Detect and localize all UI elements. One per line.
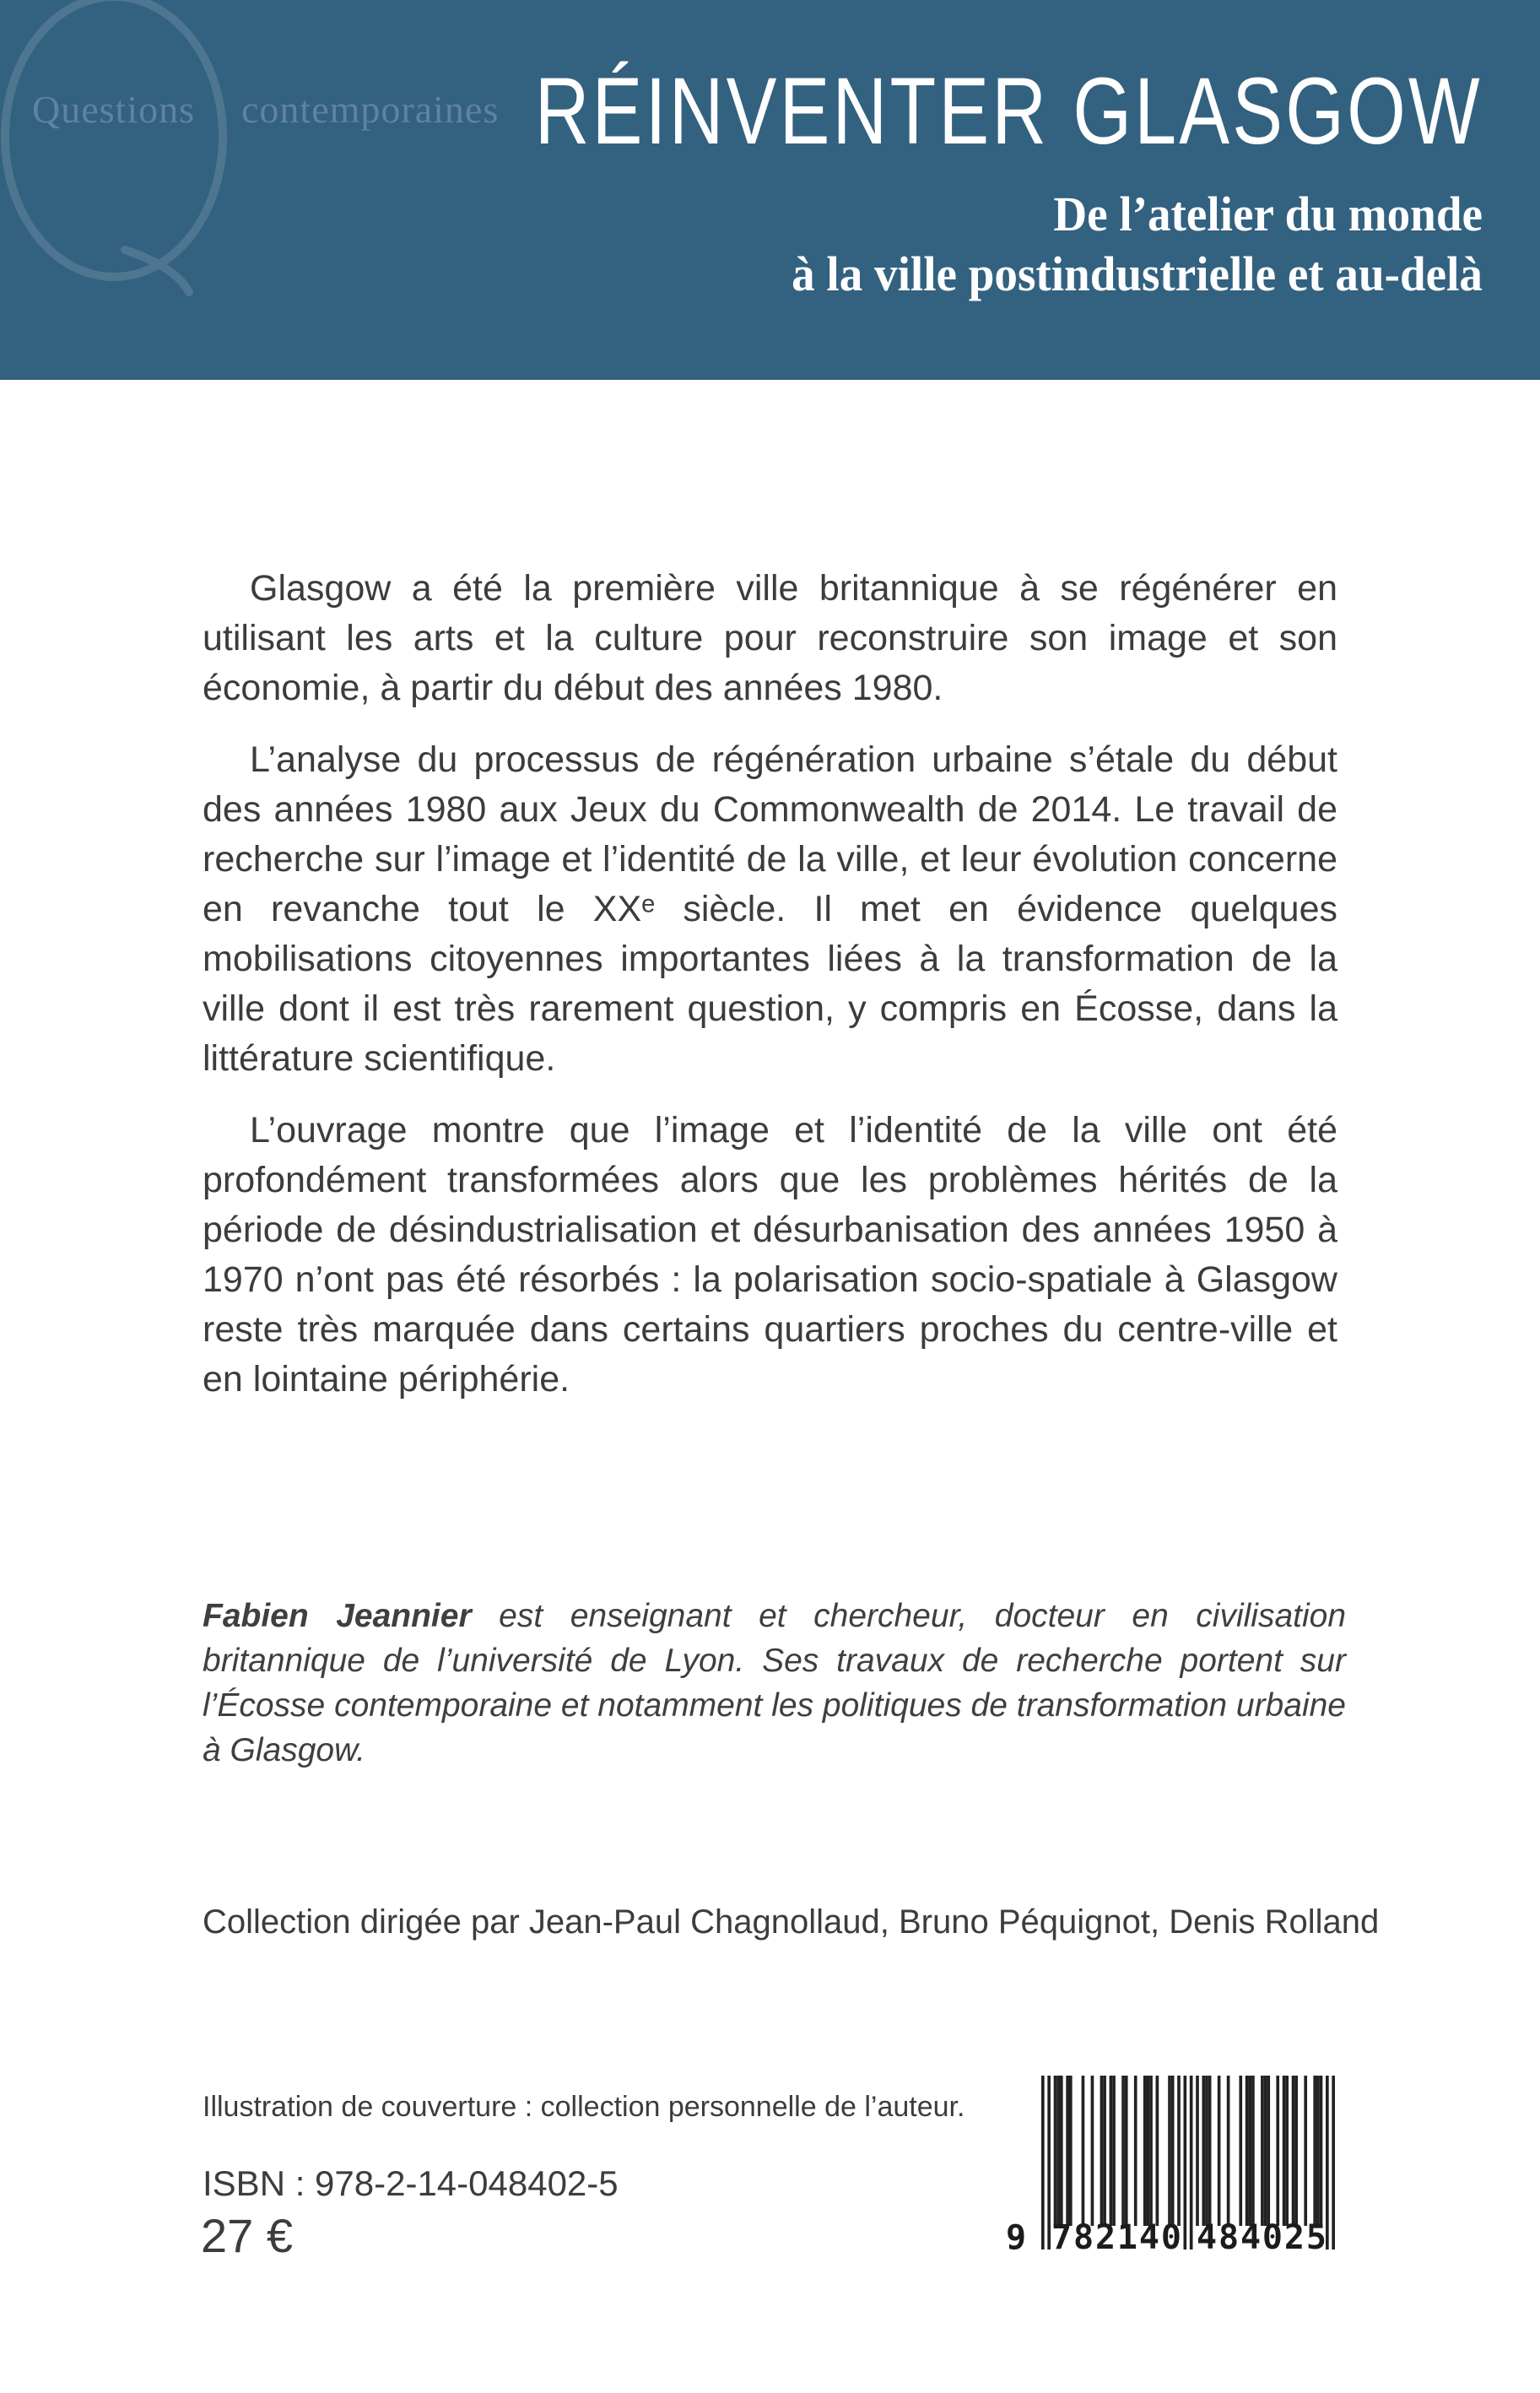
barcode-digit: 1 bbox=[1116, 2218, 1137, 2257]
barcode-digits-group1 bbox=[1051, 2218, 1181, 2257]
author-bio-text: est enseignant et chercheur, docteur en civilisation britannique de l’université de Lyon. Ses travaux de recherche portent sur l’Écosse contemporaine et notamment les politiques de transformation urbaine à Glasgow. bbox=[203, 1598, 1347, 1768]
collection-editors-line: Collection dirigée par Jean-Paul Chagnollaud, Bruno Péquignot, Denis Rolland bbox=[203, 1903, 1380, 1941]
book-subtitle bbox=[792, 184, 1483, 304]
barcode-digit: 2 bbox=[1283, 2218, 1305, 2257]
book-subtitle-line2: à la ville postindustrielle et au-delà bbox=[792, 246, 1483, 301]
barcode-digits-group2 bbox=[1197, 2218, 1327, 2257]
book-subtitle-line1: De l’atelier du monde bbox=[1053, 187, 1483, 241]
price: 27 € bbox=[201, 2209, 293, 2262]
synopsis-paragraph-1: Glasgow a été la première ville britannique à se régénérer en utilisant les arts et la culture pour reconstruire son image et son économie, à partir du début des années 1980. bbox=[203, 568, 1337, 708]
barcode-digit: 4 bbox=[1138, 2218, 1159, 2257]
barcode-digit: 8 bbox=[1073, 2218, 1094, 2257]
barcode-digit-first: 9 bbox=[1006, 2218, 1027, 2257]
barcode-digit: 4 bbox=[1240, 2218, 1262, 2257]
barcode-digit: 4 bbox=[1197, 2218, 1218, 2257]
ean13-barcode bbox=[1006, 2076, 1335, 2257]
barcode-digit: 5 bbox=[1305, 2218, 1327, 2257]
barcode-digit: 2 bbox=[1094, 2218, 1116, 2257]
synopsis-paragraph-2: L’analyse du processus de régénération urbaine s’étale du début des années 1980 aux Jeux du Commonwealth de 2014. Le travail de recherche sur l’image et l’identité de la ville, et leur évolution concerne en revanche tout le XXᵉ siècle. Il met en évidence quelques mobilisations citoyennes importantes liées à la transformation de la ville dont il est très rarement question, y compris en Écosse, dans la littérature scientifique. bbox=[203, 739, 1337, 1079]
cover-illustration-credit: Illustration de couverture : collection personnelle de l’auteur. bbox=[203, 2091, 965, 2123]
author-bio bbox=[203, 1594, 1346, 1773]
barcode-digit: 8 bbox=[1218, 2218, 1240, 2257]
q-monogram-icon bbox=[0, 0, 278, 311]
barcode-digit: 0 bbox=[1262, 2218, 1283, 2257]
barcode-digit: 0 bbox=[1160, 2218, 1181, 2257]
isbn-number: ISBN : 978-2-14-048402-5 bbox=[203, 2163, 619, 2203]
synopsis-paragraph-3: L’ouvrage montre que l’image et l’identité de la ville ont été profondément transformées alors que les problèmes hérités de la période de désindustrialisation et désurbanisation des années 1950 à 1970 n’ont pas été résorbés : la polarisation socio-spatiale à Glasgow reste très marquée dans certains quartiers proches du centre-ville et en lointaine périphérie. bbox=[203, 1110, 1337, 1400]
book-title: RÉINVENTER GLASGOW bbox=[535, 58, 1483, 164]
synopsis bbox=[203, 564, 1337, 1427]
collection-word-questions: Questions bbox=[32, 88, 195, 131]
top-banner bbox=[0, 0, 1540, 380]
barcode-digit: 7 bbox=[1051, 2218, 1073, 2257]
collection-word-contemporaines: contemporaines bbox=[241, 88, 500, 131]
author-name: Fabien Jeannier bbox=[203, 1598, 472, 1634]
